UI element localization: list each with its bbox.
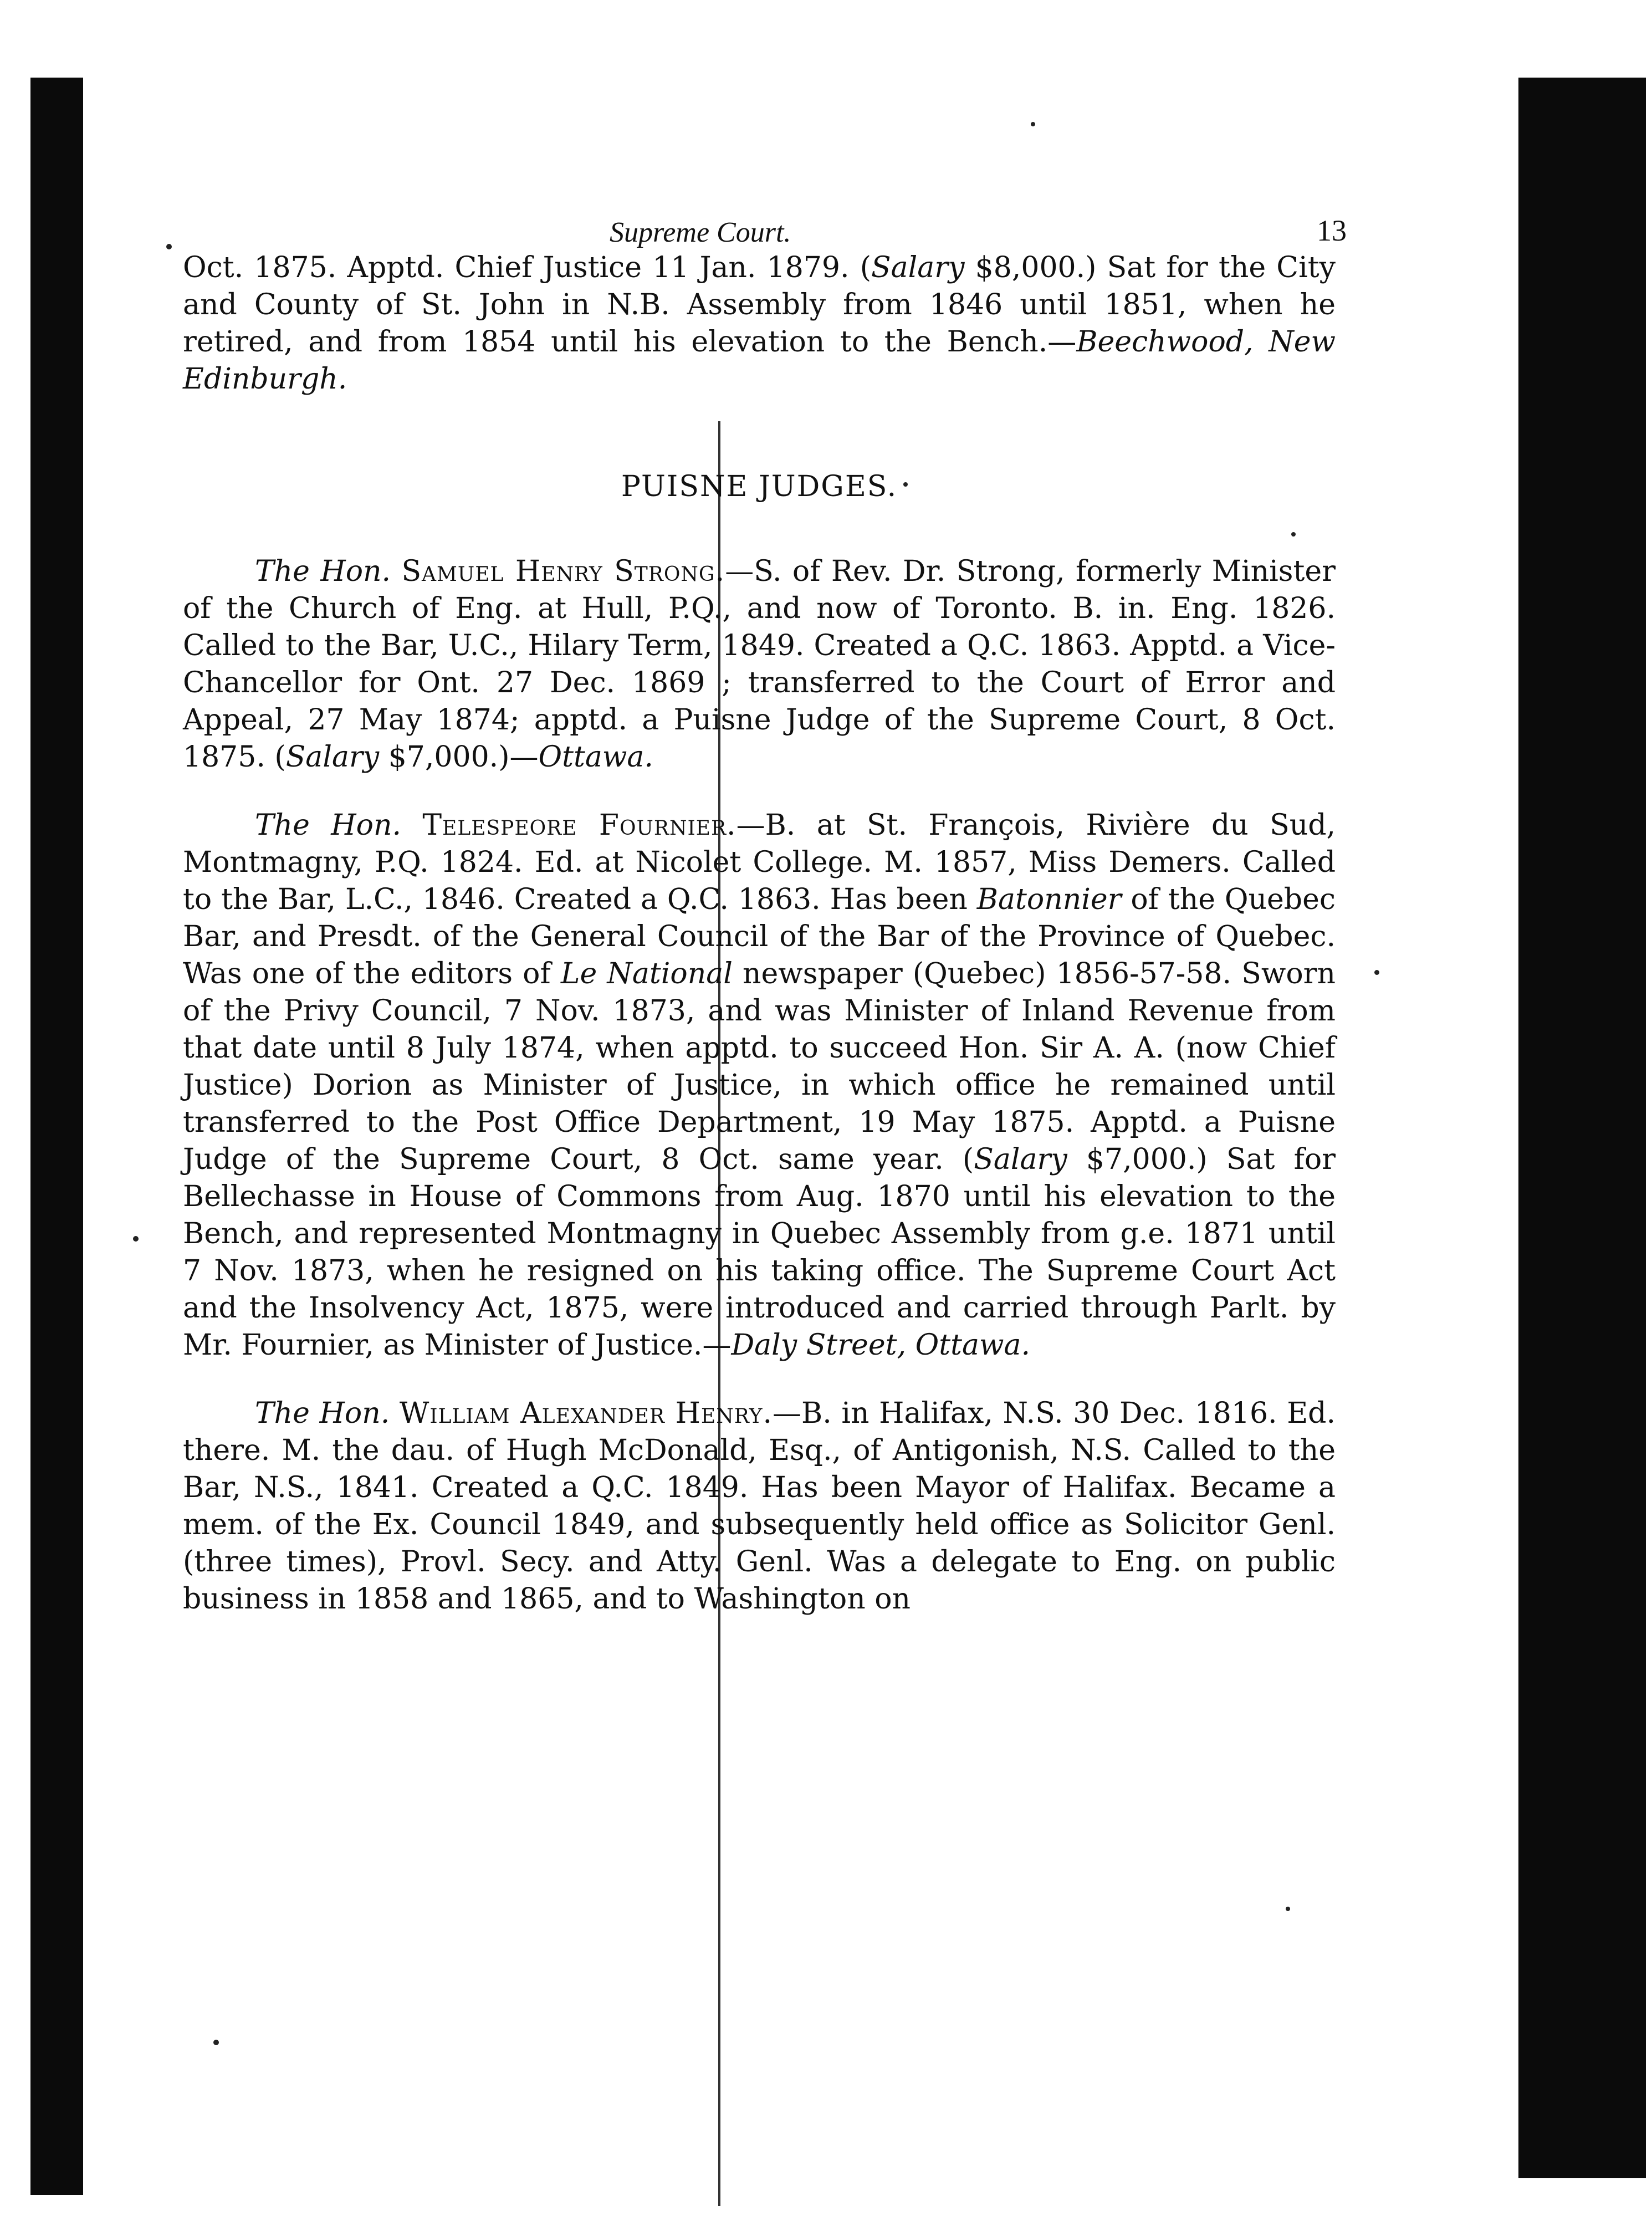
- judge-name: William Alexander Henry.: [399, 1397, 773, 1430]
- scan-border-left: [30, 78, 83, 2195]
- residence: Beechwood, New Edinburgh.: [183, 325, 1336, 396]
- entry-prefix: The Hon.: [255, 555, 391, 588]
- judge-name: Samuel Henry Strong.: [401, 555, 725, 588]
- scan-border-right: [1518, 78, 1646, 2178]
- judge-name: Telespeore Fournier.: [422, 809, 737, 842]
- entry-body: —B. in Halifax, N.S. 30 Dec. 1816. Ed. there. M. the dau. of Hugh McDonald, Esq., of Antigonish, N.S. Called to the Bar, N.S., 1841. Created a Q.C. 1849. Has been Mayor of Halifax. Became a mem. of the Ex. Council 1849, and subsequently held office as Solicitor Genl. (three times), Provl. Secy. and Atty. Genl. Was a delegate to Eng. on public business in 1858 and 1865, and to Washington on: [183, 1397, 1336, 1616]
- continuation-paragraph: [183, 249, 1336, 398]
- salary-label: Salary: [974, 1143, 1067, 1176]
- page-number: 13: [1317, 214, 1347, 247]
- entry-strong: [183, 553, 1336, 776]
- running-head: [183, 200, 1347, 249]
- scan-speck: [213, 2040, 219, 2045]
- scan-speck: [166, 244, 172, 249]
- book-page: [183, 200, 1347, 1618]
- scan-speck: [1286, 1907, 1290, 1911]
- scan-speck: [133, 1236, 139, 1242]
- salary-label: Salary: [285, 740, 380, 774]
- residence: Ottawa.: [538, 740, 653, 774]
- italic-term: Batonnier: [976, 883, 1122, 916]
- entry-body: $7,000.)—: [379, 740, 539, 774]
- entry-body: —B. at St. François, Rivière du Sud, Montmagny, P.Q. 1824. Ed. at Nicolet College. M. 1857, Miss Demers. Called to the Bar, L.C., 1846. Created a Q.C. 1863. Has been: [183, 809, 1336, 916]
- running-title: Supreme Court.: [610, 217, 791, 248]
- section-heading: PUISNE JUDGES.: [621, 470, 898, 503]
- entry-prefix: The Hon.: [255, 809, 401, 842]
- entry-henry: [183, 1395, 1336, 1618]
- entry-body: newspaper (Quebec) 1856-57-58. Sworn of the Privy Council, 7 Nov. 1873, and was Minister of Inland Revenue from that date until 8 July 1874, when apptd. to succeed Hon. Sir A. A. (now Chief Justice) Dorion as Minister of Justice, in which office he remained until transferred to the Post Office Department, 19 May 1875. Apptd. a Puisne Judge of the Supreme Court, 8 Oct. same year. (: [183, 957, 1336, 1176]
- entry-body: —S. of Rev. Dr. Strong, formerly Minister of the Church of Eng. at Hull, P.Q., and now of Toronto. B. in. Eng. 1826. Called to the Bar, U.C., Hilary Term, 1849. Created a Q.C. 1863. Apptd. a Vice-Chancellor for Ont. 27 Dec. 1869 ; transferred to the Court of Error and Appeal, 27 May 1874; apptd. a Puisne Judge of the Supreme Court, 8 Oct. 1875. (: [183, 555, 1336, 774]
- entry-fournier: [183, 807, 1336, 1364]
- entry-body: of the Quebec Bar, and Presdt. of the General Council of the Bar of the Province of Quebec. Was one of the editors of: [183, 883, 1336, 990]
- scan-speck: [1374, 970, 1379, 975]
- newspaper-name: Le National: [560, 957, 733, 990]
- salary-label: Salary: [871, 251, 965, 284]
- residence: Daly Street, Ottawa.: [731, 1329, 1031, 1362]
- continuation-text: Oct. 1875. Apptd. Chief Justice 11 Jan. 1879. (: [183, 251, 871, 284]
- entry-prefix: The Hon.: [255, 1397, 390, 1430]
- continuation-salary: $8,000.) Sat for the City and County of St. John in N.B. Assembly from 1846 until 1851, when he retired, and from 1854 until his elevation to the Bench.—: [183, 251, 1336, 359]
- entry-body: $7,000.) Sat for Bellechasse in House of Commons from Aug. 1870 until his elevation to the Bench, and represented Montmagny in Quebec Assembly from g.e. 1871 until 7 Nov. 1873, when he resigned on his taking office. The Supreme Court Act and the Insolvency Act, 1875, were introduced and carried through Parlt. by Mr. Fournier, as Minister of Justice.—: [183, 1143, 1336, 1362]
- scan-speck: [1031, 122, 1035, 126]
